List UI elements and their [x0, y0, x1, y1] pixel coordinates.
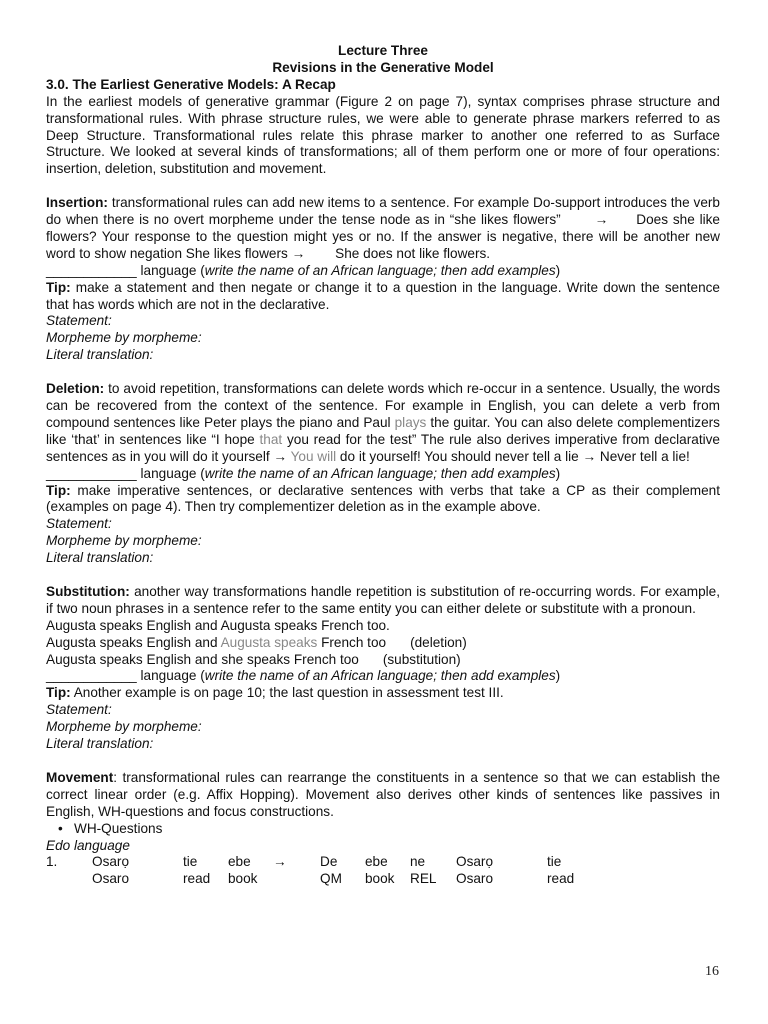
recap-paragraph: In the earliest models of generative grammar (Figure 2 on page 7), syntax comprises phrase structure and transformational rules. With phrase structure rules, we were able to generate phrase markers referred to as Deep Structure. Transformational rules relate this phrase marker to another one referred to as Surface Structure. We looked at several kinds of transformations; all of them perform one or more of four operations: insertion, deletion, substitution and movement.	[46, 93, 720, 177]
arrow: →	[291, 245, 306, 261]
example-sentence: Augusta speaks English and Augusta speaks French too (deletion)	[46, 634, 467, 650]
deletion-paragraph: Deletion: to avoid repetition, transformations can delete words which re-occur in a sentence. Usually, the words can be recovered from the context of the sentence. For example in English, you can delete a verb from compound sentences like Peter plays the piano and Paul plays the guitar. You can also delete complementizers like ‘that’ in sentences like “I hope that you read for the test” The rule also derives imperative from declarative sentences as in you will do it yourself → You will do it yourself! You should never tell a lie → Never tell a lie!	[46, 381, 720, 464]
insertion-term: Insertion:	[46, 195, 108, 211]
morpheme-label: Morpheme by morpheme:	[46, 533, 202, 549]
literal-label: Literal translation:	[46, 550, 154, 566]
edo-language-label: Edo language	[46, 837, 130, 853]
substitution-term: Substitution:	[46, 583, 130, 599]
substitution-tip: Tip: Another example is on page 10; the last question in assessment test III.	[46, 685, 504, 701]
page-number: 16	[705, 964, 719, 979]
document-page	[46, 43, 720, 888]
movement-term: Movement	[46, 769, 114, 785]
lecture-title: Lecture Three	[338, 43, 428, 58]
substitution-paragraph: Substitution: another way transformations handle repetition is substitution of re-occurring words. For example, if two noun phrases in a sentence refer to the same entity you can either delete or substitute with a pronoun.	[46, 583, 720, 616]
gloss-row-words: 1. Osarọ tie ebe → De ebe ne Osarọ tie	[46, 854, 562, 870]
recap-heading: 3.0. The Earliest Generative Models: A Recap	[46, 76, 336, 92]
deletion-term: Deletion:	[46, 381, 105, 397]
language-line: ____________ language (write the name of an African language; then add examples)	[46, 668, 561, 684]
bullet-item: • WH-Questions	[58, 820, 163, 836]
morpheme-label: Morpheme by morpheme:	[46, 330, 202, 346]
statement-label: Statement:	[46, 313, 112, 329]
language-line: ____________ language (write the name of an African language; then add examples)	[46, 262, 561, 278]
literal-label: Literal translation:	[46, 736, 154, 752]
gloss-row-glosses: Osaro read book QM book REL Osaro read	[92, 871, 575, 887]
language-line: ____________ language (write the name of an African language; then add examples)	[46, 465, 561, 481]
literal-label: Literal translation:	[46, 347, 154, 363]
arrow: →	[594, 212, 609, 228]
morpheme-label: Morpheme by morpheme:	[46, 719, 202, 735]
movement-paragraph: Movement: transformational rules can rearrange the constituents in a sentence so that we can establish the correct linear order (e.g. Affix Hopping). Movement also derives other kinds of sentences like passives in English, WH-questions and focus constructions.	[46, 769, 720, 819]
lecture-subtitle: Revisions in the Generative Model	[272, 59, 494, 75]
statement-label: Statement:	[46, 702, 112, 718]
insertion-paragraph: Insertion: transformational rules can add new items to a sentence. For example Do-support introduces the verb do when there is no overt morpheme under the tense node as in “she likes flowers” → Does she like flowers? Your response to the question might yes or no. If the answer is negative, there will be another new word to show negation She likes flowers → She does not like flowers.	[46, 195, 720, 261]
statement-label: Statement:	[46, 516, 112, 532]
example-sentence: Augusta speaks English and Augusta speaks French too.	[46, 617, 390, 633]
gloss-table	[46, 854, 607, 888]
insertion-tip: Tip: make a statement and then negate or change it to a question in the language. Write down the sentence that has words which are not in the declarative.	[46, 279, 720, 312]
deletion-tip: Tip: make imperative sentences, or declarative sentences with verbs that take a CP as their complement (examples on page 4). Then try complementizer deletion as in the example above.	[46, 482, 720, 515]
example-sentence: Augusta speaks English and she speaks French too (substitution)	[46, 651, 461, 667]
